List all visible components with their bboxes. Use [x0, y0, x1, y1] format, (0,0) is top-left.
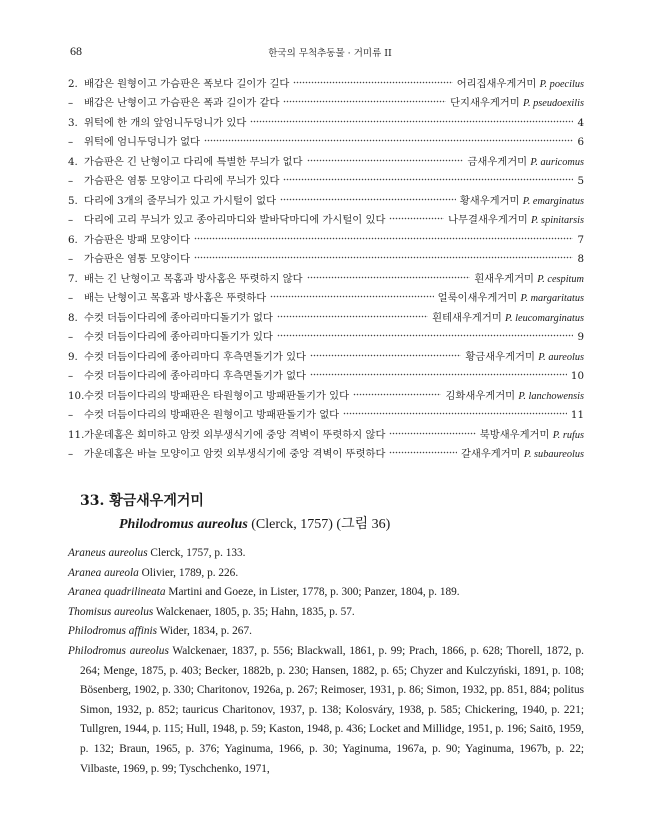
key-text: 수컷 더듬이다리에 종아리마디 후측면돌기가 있다	[84, 350, 306, 363]
synonym-citation: Walckenaer, 1805, p. 35; Hahn, 1835, p. 57.	[153, 605, 355, 618]
key-text: 가운데홈은 바늘 모양이고 암컷 외부생식기에 중앙 격벽이 뚜렷하다	[84, 448, 386, 460]
synonym-name: Araneus aureolus	[68, 547, 148, 559]
key-text: 수컷 더듬이다리의 방패판은 원형이고 방패판돌기가 없다	[84, 409, 340, 421]
synonym-citation: Martini and Goeze, in Lister, 1778, p. 300; Panzer, 1804, p. 189.	[165, 586, 460, 599]
leader-dots	[310, 351, 461, 359]
key-result	[577, 253, 584, 265]
leader-dots	[204, 136, 573, 144]
key-result-sci: P. pseudoexilis	[522, 98, 584, 109]
key-result-label: 황새우게거미	[459, 194, 523, 207]
key-number: 10.	[68, 389, 85, 402]
species-author: (Clerck, 1757) (그림 36)	[247, 517, 391, 532]
key-result-label: 북방새우게거미	[479, 428, 553, 441]
key-result-sci: P. cespitum	[537, 273, 584, 285]
key-result	[432, 309, 584, 324]
key-line	[68, 441, 584, 461]
key-number: –	[68, 214, 74, 226]
key-result	[577, 117, 584, 129]
key-number: 2.	[68, 77, 78, 90]
key-result	[448, 211, 584, 226]
synonym-citation: Olivier, 1789, p. 226.	[138, 566, 239, 579]
key-result	[461, 445, 584, 460]
synonym-name: Aranea aureola	[68, 566, 139, 579]
synonymy-list	[68, 544, 584, 779]
key-result	[465, 348, 584, 363]
key-result-label: 김화새우게거미	[445, 389, 519, 402]
key-number: –	[68, 409, 74, 421]
key-number: –	[68, 175, 74, 187]
key-number: 11.	[68, 428, 85, 441]
key-result	[577, 234, 584, 246]
leader-dots	[389, 214, 444, 222]
key-result-sci: P. subaureolus	[523, 449, 584, 460]
key-text: 다리에 3개의 줄무늬가 있고 가시털이 없다	[84, 194, 277, 207]
leader-dots	[343, 409, 567, 417]
key-line	[68, 168, 584, 188]
key-text: 가슴판은 염통 모양이다	[84, 253, 191, 265]
leader-dots	[389, 429, 475, 437]
key-result	[460, 192, 584, 207]
key-result	[571, 370, 584, 382]
key-text: 가슴판은 방패 모양이다	[84, 233, 191, 246]
key-result	[450, 94, 584, 109]
key-result-sci: P. spinitarsis	[530, 215, 584, 226]
synonym-entry	[68, 583, 584, 603]
synonym-entry	[68, 544, 584, 564]
key-result-label: 11	[570, 409, 584, 421]
key-result-label: 6	[577, 136, 584, 148]
key-result-label: 황금새우게거미	[465, 350, 539, 363]
species-heading: 33. 황금새우게거미	[80, 493, 204, 509]
key-result-sci: P. lanchowensis	[518, 390, 584, 402]
key-line	[68, 304, 584, 324]
page-number: 68	[70, 44, 82, 58]
key-line	[68, 90, 584, 110]
key-number: 4.	[68, 155, 78, 168]
key-result-label: 갈새우게거미	[460, 448, 524, 460]
key-result-label: 9	[577, 331, 584, 343]
key-result-label: 7	[577, 233, 584, 246]
key-line	[68, 246, 584, 266]
leader-dots	[310, 370, 567, 378]
key-result-label: 금새우게거미	[467, 155, 531, 168]
leader-dots	[389, 448, 457, 456]
leader-dots	[307, 273, 471, 281]
key-number: –	[68, 448, 74, 460]
key-number: –	[68, 292, 74, 304]
synonym-entry	[68, 622, 584, 642]
key-line	[68, 265, 584, 285]
synonym-citation: Walckenaer, 1837, p. 556; Blackwall, 1861, p. 99; Prach, 1866, p. 628; Thorell, 1872, p. 264; Menge, 1875, p. 403; Becker, 1882b, p. 230; Hansen, 1882, p. 65; Chyzer and Kulczyński, 1891, p. 108; Bösenberg, 1902, p. 330; Charitonov, 1926a, p. 267; Reimoser, 1931, p. 86; Simon, 1932, pp. 851, 884; politus Simon, 1932, p. 852; tauricus Charitonov, 1937, p. 138; Kolosváry, 1938, p. 585; Chickering, 1940, p. 221; Tullgren, 1944, p. 115; Hull, 1948, p. 59; Kaston, 1948, p. 436; Locket and Millidge, 1951, p. 196; Saitō, 1959, p. 132; Braun, 1965, p. 376; Yaginuma, 1966, p. 30; Yaginuma, 1967a, p. 90; Yaginuma, 1967b, p. 22; Vilbaste, 1969, p. 99; Tyschchenko, 1971,	[80, 644, 584, 775]
key-result	[571, 409, 584, 421]
key-result	[457, 75, 584, 90]
key-number: –	[68, 331, 74, 343]
key-result	[577, 175, 584, 187]
key-number: –	[68, 370, 74, 382]
key-number: 7.	[68, 272, 78, 285]
synonym-name: Aranea quadrilineata	[68, 586, 166, 599]
key-text: 가운데홈은 희미하고 암컷 외부생식기에 중앙 격벽이 뚜렷하지 않다	[84, 428, 386, 441]
key-result	[577, 331, 584, 343]
synonym-citation: Clerck, 1757, p. 133.	[147, 547, 246, 559]
key-text: 배갑은 원형이고 가슴판은 폭보다 길이가 길다	[84, 77, 290, 90]
key-text: 가슴판은 염통 모양이고 다리에 무늬가 있다	[84, 175, 280, 187]
leader-dots	[194, 253, 573, 261]
key-number: 6.	[68, 233, 78, 246]
key-result-sci: P. emarginatus	[522, 195, 584, 207]
identification-key	[68, 70, 584, 460]
species-name-line	[119, 513, 390, 533]
key-line	[68, 129, 584, 149]
key-result-sci: P. rufus	[552, 429, 584, 441]
leader-dots	[280, 195, 456, 203]
key-result-label: 8	[577, 253, 584, 265]
synonym-entry	[68, 603, 584, 623]
leader-dots	[277, 331, 574, 339]
leader-dots	[270, 292, 433, 300]
key-result	[474, 270, 584, 285]
running-title: 한국의 무척추동물 · 거미류 II	[268, 48, 392, 59]
key-result-sci: P. leucomarginatus	[505, 312, 584, 324]
key-result-label: 얼룩이새우게거미	[437, 292, 521, 304]
synonym-name: Thomisus aureolus	[68, 605, 154, 618]
key-result-label: 흰테새우게거미	[432, 311, 506, 324]
key-result	[577, 136, 584, 148]
key-line	[68, 421, 584, 441]
key-text: 배는 긴 난형이고 목홈과 방사홈은 뚜렷하지 않다	[84, 272, 303, 285]
key-number: 9.	[68, 350, 78, 363]
key-text: 위턱에 한 개의 앞엄니두덩니가 있다	[84, 116, 247, 129]
leader-dots	[307, 156, 464, 164]
key-text: 위턱에 엄니두덩니가 없다	[84, 136, 200, 148]
key-text: 가슴판은 긴 난형이고 다리에 특별한 무늬가 없다	[84, 155, 303, 168]
key-number: 5.	[68, 194, 78, 207]
leader-dots	[283, 175, 573, 183]
key-result	[445, 387, 584, 402]
leader-dots	[250, 117, 573, 125]
key-text: 수컷 더듬이다리에 종아리마디 후측면돌기가 없다	[84, 370, 306, 382]
key-number: 3.	[68, 116, 78, 129]
key-number: –	[68, 97, 74, 109]
key-result	[438, 289, 584, 304]
key-result-label: 4	[577, 116, 584, 129]
leader-dots	[283, 97, 446, 105]
key-line	[68, 343, 584, 363]
key-line	[68, 148, 584, 168]
running-header	[70, 44, 590, 60]
key-result-sci: P. margaritatus	[520, 293, 584, 304]
leader-dots	[277, 312, 428, 320]
key-result-label: 10	[570, 370, 584, 382]
key-line	[68, 70, 584, 90]
key-number: –	[68, 136, 74, 148]
key-line	[68, 402, 584, 422]
key-line	[68, 187, 584, 207]
synonym-entry	[68, 564, 584, 584]
key-text: 수컷 더듬이다리의 방패판은 타원형이고 방패판돌기가 있다	[84, 389, 350, 402]
key-line	[68, 109, 584, 129]
key-number: 8.	[68, 311, 78, 324]
key-line	[68, 285, 584, 305]
key-line	[68, 363, 584, 383]
synonym-name: Philodromus affinis	[68, 625, 158, 638]
scientific-name: Philodromus aureolus	[119, 517, 248, 532]
key-result	[467, 153, 584, 168]
synonym-entry	[68, 642, 584, 779]
key-result-sci: P. auricomus	[530, 156, 584, 168]
key-line	[68, 324, 584, 344]
key-number: –	[68, 253, 74, 265]
leader-dots	[353, 390, 441, 398]
key-text: 수컷 더듬이다리에 종아리마디돌기가 없다	[84, 311, 273, 324]
leader-dots	[194, 234, 573, 242]
key-text: 다리에 고리 무늬가 있고 종아리마디와 발바닥마디에 가시털이 있다	[84, 214, 386, 226]
key-line	[68, 207, 584, 227]
synonym-name: Philodromus aureolus	[68, 644, 169, 657]
key-result	[480, 426, 584, 441]
key-result-label: 흰새우게거미	[474, 272, 538, 285]
key-line	[68, 382, 584, 402]
key-result-label: 단지새우게거미	[450, 97, 523, 109]
key-result-sci: P. poecilus	[539, 78, 584, 90]
key-result-sci: P. aureolus	[538, 351, 584, 363]
key-result-label: 어리집새우게거미	[456, 77, 540, 90]
synonym-citation: Wider, 1834, p. 267.	[157, 625, 252, 638]
key-text: 배는 난형이고 목홈과 방사홈은 뚜렷하다	[84, 292, 267, 304]
leader-dots	[293, 78, 452, 86]
key-line	[68, 226, 584, 246]
key-text: 배갑은 난형이고 가슴판은 폭과 길이가 같다	[84, 97, 280, 109]
key-result-label: 5	[577, 175, 584, 187]
key-result-label: 나무결새우게거미	[448, 214, 531, 226]
key-text: 수컷 더듬이다리에 종아리마디돌기가 있다	[84, 331, 273, 343]
